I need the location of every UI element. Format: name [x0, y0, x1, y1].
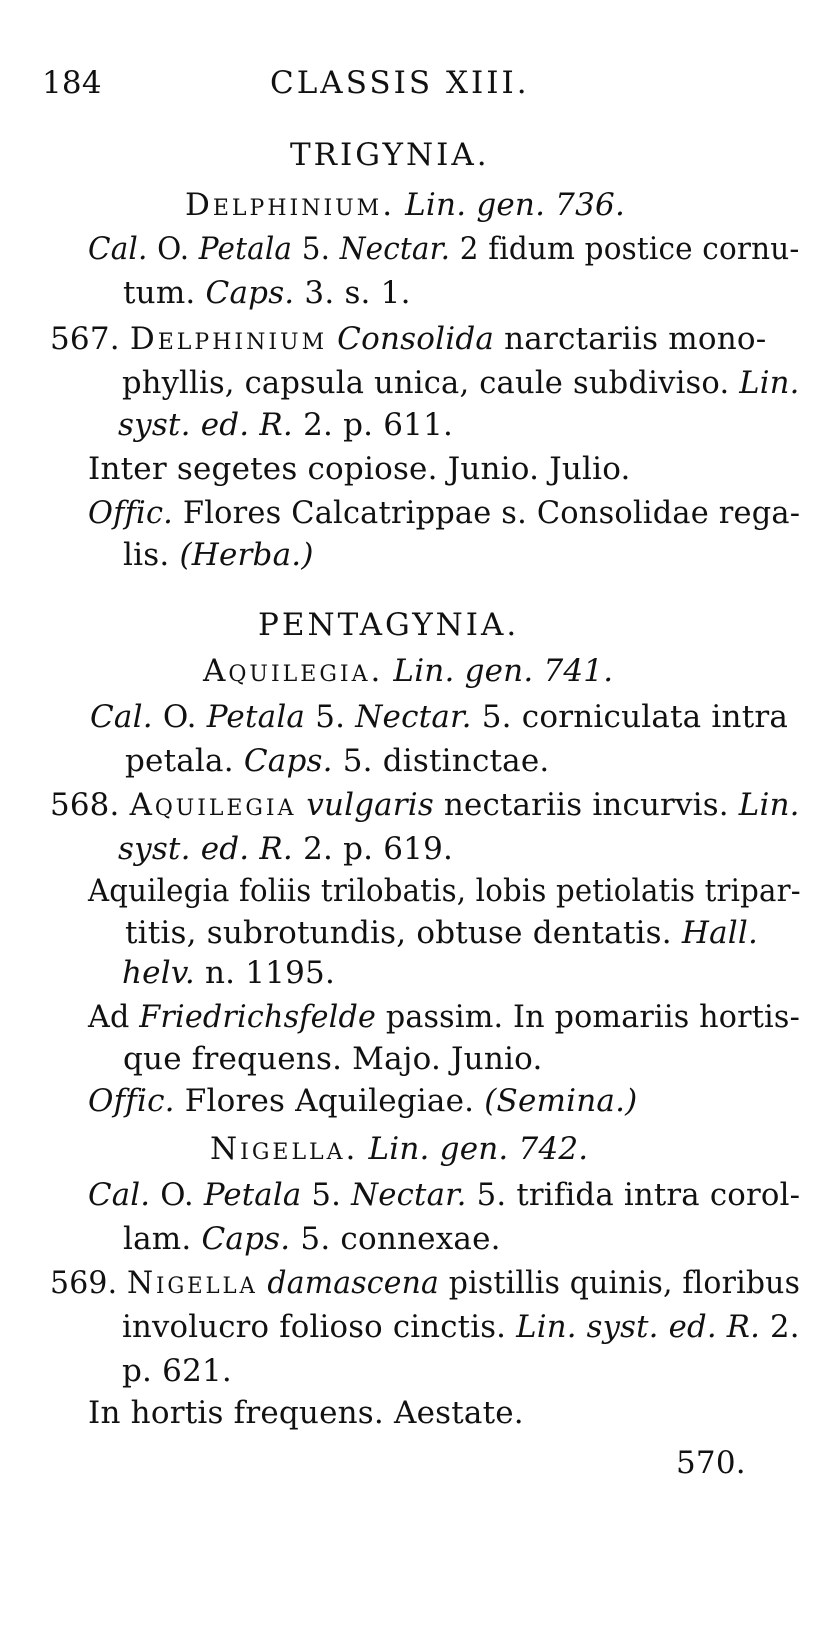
officinal-line: Offic. Flores Aquilegiae. (Semina.): [88, 1083, 638, 1119]
entry-text-line: involucro folioso cinctis. Lin. syst. ed. R. 2.: [122, 1309, 800, 1345]
entry-text-line: phyllis, capsula unica, caule subdiviso. Lin.: [122, 365, 800, 401]
catchword: 570.: [676, 1445, 746, 1481]
genus-name: Aquilegia.: [203, 653, 384, 689]
entry-number: 568.: [50, 787, 120, 823]
species-entry-567: 567. Delphinium Consolida narctariis mono-: [50, 321, 767, 357]
genus-name: Nigella: [127, 1265, 258, 1301]
habitat-line: Inter segetes copiose. Junio. Julio.: [88, 451, 631, 487]
description-line: Aquilegia foliis trilobatis, lobis petiolatis tripar-: [88, 873, 801, 909]
genus-character-line: Cal. O. Petala 5. Nectar. 2 fidum postice cornu-: [88, 231, 800, 267]
habitat-line: In hortis frequens. Aestate.: [88, 1395, 524, 1431]
genus-name: Aquilegia: [129, 787, 297, 823]
section-heading-trigynia: TRIGYNIA.: [290, 137, 490, 173]
genus-line-aquilegia: [203, 653, 614, 689]
genus-reference: Lin. gen. 736.: [405, 187, 626, 223]
description-line: titis, subrotundis, obtuse dentatis. Hall.: [125, 915, 759, 951]
species-name: damascena: [267, 1265, 440, 1301]
officinal-line: lis. (Herba.): [123, 537, 314, 573]
page-number: 184: [42, 65, 102, 101]
genus-line-delphinium: [185, 187, 626, 223]
entry-text-line: p. 621.: [122, 1353, 232, 1389]
description-line: helv. n. 1195.: [122, 955, 336, 991]
species-name: Consolida: [337, 321, 495, 357]
species-name: vulgaris: [306, 787, 434, 823]
species-entry-568: 568. Aquilegia vulgaris nectariis incurvis. Lin.: [50, 787, 800, 823]
genus-name: Delphinium.: [185, 187, 396, 223]
species-entry-569: 569. Nigella damascena pistillis quinis, floribus: [50, 1265, 801, 1301]
entry-text-line: syst. ed. R. 2. p. 619.: [118, 831, 454, 867]
officinal-line: Offic. Flores Calcatrippae s. Consolidae rega-: [88, 495, 801, 531]
genus-line-nigella: [210, 1131, 589, 1167]
entry-text-line: syst. ed. R. 2. p. 611.: [118, 407, 454, 443]
entry-number: 569.: [50, 1265, 118, 1301]
genus-name: Nigella.: [210, 1131, 359, 1167]
genus-character-line: petala. Caps. 5. distinctae.: [125, 743, 550, 779]
genus-character-line: Cal. O. Petala 5. Nectar. 5. trifida intra corol-: [88, 1177, 801, 1213]
genus-reference: Lin. gen. 741.: [393, 653, 614, 689]
section-heading-pentagynia: PENTAGYNIA.: [258, 607, 520, 643]
genus-name: Delphinium: [129, 321, 328, 357]
habitat-line: que frequens. Majo. Junio.: [123, 1041, 543, 1077]
genus-character-line: lam. Caps. 5. connexae.: [123, 1221, 501, 1257]
genus-character-line: Cal. O. Petala 5. Nectar. 5. corniculata intra: [90, 699, 789, 735]
running-title: CLASSIS XIII.: [270, 65, 530, 101]
habitat-line: Ad Friedrichsfelde passim. In pomariis hortis-: [88, 999, 800, 1035]
genus-reference: Lin. gen. 742.: [368, 1131, 589, 1167]
entry-number: 567.: [50, 321, 120, 357]
genus-character-line: tum. Caps. 3. s. 1.: [123, 275, 411, 311]
